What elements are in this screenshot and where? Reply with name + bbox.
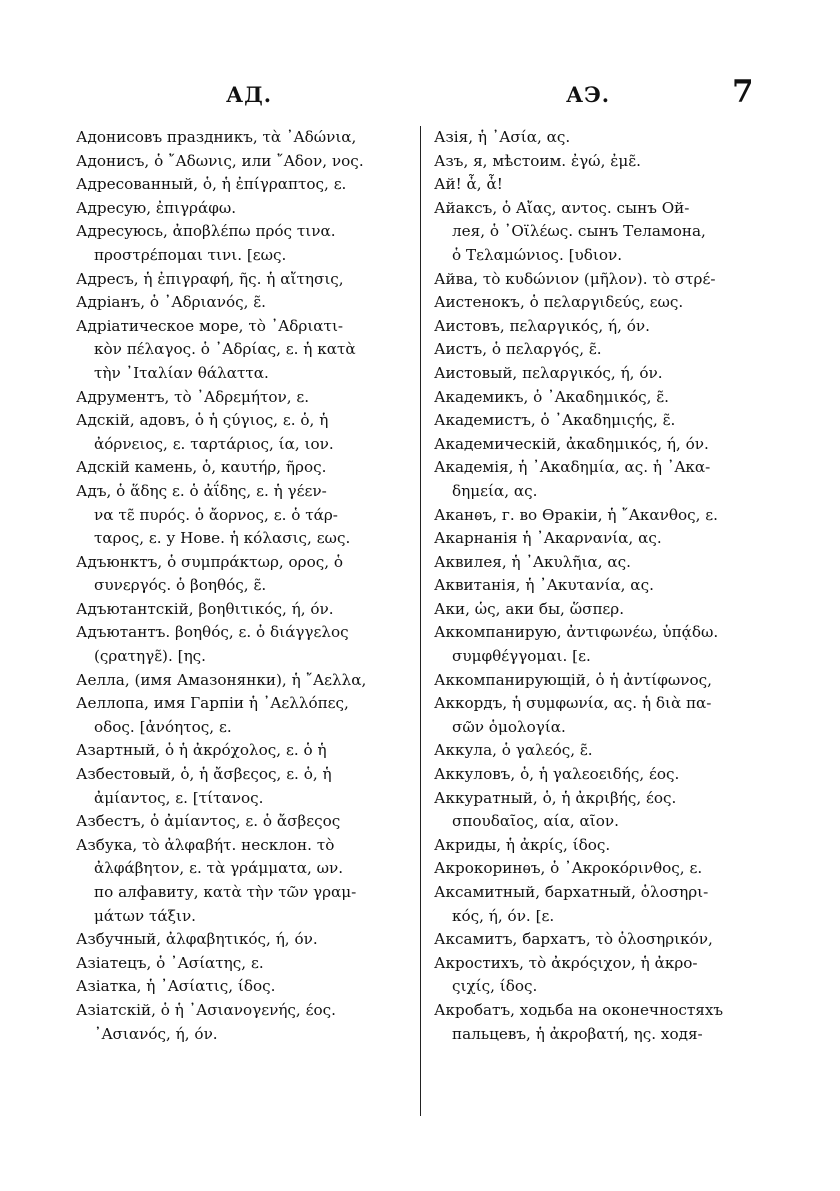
dictionary-entry [434, 504, 764, 528]
entry-line-headword: Адъюнктъ, ὁ συμπράκτωρ, ορος, ὁ [76, 552, 344, 571]
entry-line-headword: Адскій, адовъ, ὁ ἡ ςύγιος, ε. ὁ, ἡ [76, 411, 329, 430]
entry-line-continuation: лея, ὁ ᾿Οϊλέως. сынъ Теламона, [452, 222, 706, 241]
entry-line-headword: Акрокоринѳъ, ὁ ᾿Ακροκόρινθος, ε. [434, 859, 703, 878]
entry-line-continuation: κός, ή, όν. [ε. [452, 906, 555, 925]
dictionary-entry [434, 409, 764, 433]
entry-line-continuation: ἀμίαντος, ε. [τίτανος. [94, 788, 264, 807]
entry-line-continuation: ςιχίς, ίδος. [452, 977, 538, 996]
dictionary-entry [76, 952, 406, 976]
entry-line-continuation: ὁ Τελαμώνιος. [υδιον. [452, 245, 623, 264]
entry-line-continuation: ἀλφάβητον, ε. τὰ γράμματα, ων. [94, 859, 344, 878]
dictionary-entry [434, 126, 764, 150]
entry-line-continuation: προστρέπομαι τινι. [εως. [94, 245, 287, 264]
entry-line-headword: Азбука, τὸ ἀλφαβήτ. несклон. τὸ [76, 835, 335, 854]
entry-line-headword: Айаксъ, ὁ Αἴας, αντος. сынъ Ой- [434, 198, 690, 217]
entry-line-headword: Азіатскій, ὁ ἡ ᾿Ασιανογενής, έος. [76, 1000, 336, 1019]
dictionary-entry [434, 952, 764, 999]
dictionary-entry [434, 834, 764, 858]
entry-line-headword: Адонисовъ праздникъ, τὰ ᾿Αδώνια, [76, 128, 357, 146]
left-column [76, 126, 406, 1046]
dictionary-entry [434, 551, 764, 575]
dictionary-entry [76, 268, 406, 292]
entry-line-continuation: τὴν ᾿Ιταλίαν θάλαττα. [94, 363, 269, 382]
dictionary-entry [76, 220, 406, 267]
entry-line-headword: Аканѳъ, г. во Ѳракіи, ἡ ῎Ακανθος, ε. [434, 505, 718, 524]
dictionary-entry [434, 999, 764, 1046]
dictionary-entry [76, 291, 406, 315]
dictionary-entry [76, 975, 406, 999]
entry-line-headword: Азіатка, ἡ ᾿Ασίατις, ίδος. [76, 977, 276, 996]
entry-line-headword: Аккула, ὁ γαλεός, ε̃. [434, 741, 593, 760]
header-left-guideword: АД. [226, 82, 273, 107]
entry-line-headword: Акростихъ, τὸ ἀκρόςιχον, ἡ ἀκρο- [434, 953, 698, 972]
dictionary-entry [434, 574, 764, 598]
entry-line-headword: Академистъ, ὁ ᾿Ακαδημιςής, ε̃. [434, 411, 676, 430]
dictionary-entry [76, 315, 406, 386]
entry-line-headword: Азъ, я, мѣстоим. ἐγώ, ἐμε̃. [434, 151, 641, 170]
dictionary-entry [434, 315, 764, 339]
entry-line-headword: Адъютантскій, βοηθιτικός, ή, όν. [76, 599, 334, 618]
entry-line-continuation: δημεία, ας. [452, 481, 538, 500]
entry-line-continuation: пальцевъ, ἡ ἀκροβατή, ης. ходя- [452, 1024, 703, 1043]
entry-line-headword: Айва, τὸ κυδώνιον (μῆλον). τὸ στρέ- [434, 269, 716, 288]
entry-line-headword: Аистовый, πελαργικός, ή, όν. [434, 363, 663, 382]
entry-line-headword: Адресъ, ἡ ἐπιγραφή, ῆς. ἡ αἴτησις, [76, 269, 344, 288]
entry-line-headword: Аелла, (имя Амазонянки), ἡ ῎Αελλα, [76, 670, 367, 689]
entry-line-headword: Академическій, ἀκαδημικός, ή, όν. [434, 434, 709, 453]
header-right-guideword: АЭ. [566, 82, 611, 107]
entry-line-headword: Аккуратный, ὁ, ἡ ἀκριβής, έος. [434, 788, 677, 807]
entry-line-headword: Адрументъ, τὸ ᾿Αδρεμήτον, ε. [76, 387, 310, 406]
entry-line-headword: Адресуюсь, ἀποβλέπω πρός τινα. [76, 222, 336, 241]
dictionary-entry [434, 857, 764, 881]
dictionary-entry [434, 763, 764, 787]
dictionary-entry [434, 928, 764, 952]
dictionary-entry [76, 197, 406, 221]
dictionary-entry [76, 739, 406, 763]
entry-line-headword: Адъютантъ. βοηθός, ε. ὁ διάγγελος [76, 623, 349, 642]
dictionary-entry [434, 456, 764, 503]
entry-line-headword: Акриды, ἡ ἀκρίς, ίδος. [434, 835, 611, 854]
entry-line-headword: Азіатецъ, ὁ ᾿Ασίατης, ε. [76, 953, 264, 972]
entry-line-headword: Аккомпанирующій, ὁ ἡ ἀντίφωνος, [434, 670, 712, 689]
dictionary-entry [434, 338, 764, 362]
dictionary-entry [76, 173, 406, 197]
dictionary-entry [76, 621, 406, 668]
entry-line-continuation: (ςρατηγε̃). [ης. [94, 647, 207, 666]
entry-line-continuation: συμφθέγγομαι. [ε. [452, 647, 591, 666]
entry-line-headword: Аквитанія, ἡ ᾿Ακυτανία, ας. [434, 576, 654, 595]
entry-line-headword: Акарнанія ἡ ᾿Ακαρνανία, ας. [434, 529, 662, 548]
entry-line-headword: Адресую, ἐπιγράφω. [76, 198, 237, 217]
entry-line-headword: Аккомпанирую, ἀντιφωνέω, ὑπᾴδω. [434, 623, 719, 642]
entry-line-headword: Ай! ἆ, ἆ! [434, 175, 503, 194]
dictionary-entry [76, 480, 406, 551]
entry-line-headword: Адскій камень, ὁ, καυτήρ, ῆρος. [76, 458, 327, 477]
dictionary-entry [434, 621, 764, 668]
page-number: 7 [732, 74, 754, 110]
dictionary-entry [434, 692, 764, 739]
dictionary-entry [76, 999, 406, 1046]
dictionary-entry [434, 739, 764, 763]
entry-line-continuation: σπουδαῖος, αία, αῖον. [452, 812, 619, 831]
entry-line-headword: Аккуловъ, ὁ, ἡ γαλεοειδής, έος. [434, 765, 680, 784]
entry-line-continuation: ταρος, ε. у Нове. ἡ κόλασις, εως. [94, 529, 351, 548]
dictionary-entry [76, 386, 406, 410]
dictionary-entry [76, 409, 406, 456]
dictionary-entry [434, 197, 764, 268]
dictionary-entry [434, 291, 764, 315]
dictionary-entry [76, 551, 406, 598]
entry-line-headword: Аистовъ, πελαργικός, ή, όν. [434, 316, 650, 335]
dictionary-entry [434, 362, 764, 386]
dictionary-entry [434, 433, 764, 457]
entry-line-headword: Аки, ὡς, аки бы, ὥσπερ. [434, 599, 625, 618]
dictionary-entry [76, 692, 406, 739]
entry-line-headword: Адріатическое море, τὸ ᾿Αδριατι- [76, 316, 344, 335]
entry-line-headword: Адъ, ὁ ἅδης ε. ὁ ἀΐδης, ε. ἡ γέεν- [76, 481, 327, 500]
entry-line-headword: Аксамитный, бархатный, ὁλοσηρι- [434, 883, 709, 901]
entry-line-continuation: συνεργός. ὁ βοηθός, ε̃. [94, 576, 267, 595]
entry-line-continuation: σῶν ὁμολογία. [452, 717, 566, 736]
entry-line-headword: Азбучный, ἀλφαβητικός, ή, όν. [76, 930, 318, 949]
entry-line-headword: Академикъ, ὁ ᾿Ακαδημικός, ε̃. [434, 387, 669, 406]
entry-line-headword: Адонисъ, ὁ ῎Αδωνις, или ῎Αδον, νος. [76, 151, 364, 170]
dictionary-entry [76, 928, 406, 952]
entry-line-headword: Аксамитъ, бархатъ, τὸ ὁλοσηρικόν, [434, 930, 713, 949]
entry-line-headword: Адріанъ, ὁ ᾿Αδριανός, ε̃. [76, 293, 266, 312]
dictionary-entry [434, 669, 764, 693]
entry-line-headword: Азартный, ὁ ἡ ἀκρόχολος, ε. ὁ ἡ [76, 741, 327, 760]
entry-line-continuation: μάτων τάξιν. [94, 906, 197, 925]
dictionary-entry [76, 834, 406, 928]
dictionary-entry [76, 150, 406, 174]
dictionary-entry [76, 763, 406, 810]
right-column [434, 126, 764, 1046]
entry-line-headword: Аккордъ, ἡ συμφωνία, ας. ἡ διὰ πα- [434, 694, 712, 713]
entry-line-headword: Аистъ, ὁ πελαργός, ε̃. [434, 340, 602, 359]
dictionary-entry [76, 126, 406, 150]
dictionary-entry [76, 598, 406, 622]
dictionary-entry [76, 810, 406, 834]
entry-line-headword: Аквилея, ἡ ᾿Ακυλῆια, ας. [434, 552, 631, 571]
entry-line-headword: Аеллопа, имя Гарпіи ἡ ᾿Αελλόπες, [76, 694, 349, 713]
entry-line-continuation: να τε̃ πυρός. ὁ ἄορνος, ε. ὁ τάρ- [94, 505, 338, 524]
dictionary-entry [434, 598, 764, 622]
entry-line-continuation: ᾿Ασιανός, ή, όν. [94, 1024, 218, 1043]
dictionary-entry [434, 173, 764, 197]
dictionary-entry [76, 669, 406, 693]
entry-line-headword: Аистенокъ, ὁ πελαργιδεύς, εως. [434, 293, 684, 312]
dictionary-entry [434, 527, 764, 551]
entry-line-headword: Азбестъ, ὁ ἀμίαντος, ε. ὁ ἄσβεςος [76, 812, 341, 831]
dictionary-entry [434, 787, 764, 834]
entry-line-headword: Адресованный, ὁ, ἡ ἐπίγραπτος, ε. [76, 175, 347, 194]
entry-line-headword: Акробатъ, ходьба на оконечностяхъ [434, 1000, 724, 1019]
entry-line-continuation: ἀόρνειος, ε. ταρτάριος, ία, ιον. [94, 434, 334, 453]
entry-line-headword: Азбестовый, ὁ, ἡ ἄσβεςος, ε. ὁ, ἡ [76, 765, 332, 784]
entry-line-headword: Азія, ἡ ᾿Ασία, ας. [434, 128, 571, 146]
entry-line-continuation: по алфавиту, κατὰ τὴν τῶν γραμ- [94, 883, 357, 901]
page-header [0, 74, 840, 114]
dictionary-entry [434, 881, 764, 928]
entry-line-continuation: κὸν πέλαγος. ὁ ᾿Αδρίας, ε. ἡ κατὰ [94, 340, 356, 359]
entry-line-continuation: οδος. [ἀνόητος, ε. [94, 717, 232, 736]
dictionary-entry [434, 268, 764, 292]
dictionary-entry [76, 456, 406, 480]
column-divider [420, 126, 421, 1116]
dictionary-entry [434, 386, 764, 410]
dictionary-entry [434, 150, 764, 174]
entry-line-headword: Академія, ἡ ᾿Ακαδημία, ας. ἡ ᾿Ακα- [434, 458, 711, 477]
